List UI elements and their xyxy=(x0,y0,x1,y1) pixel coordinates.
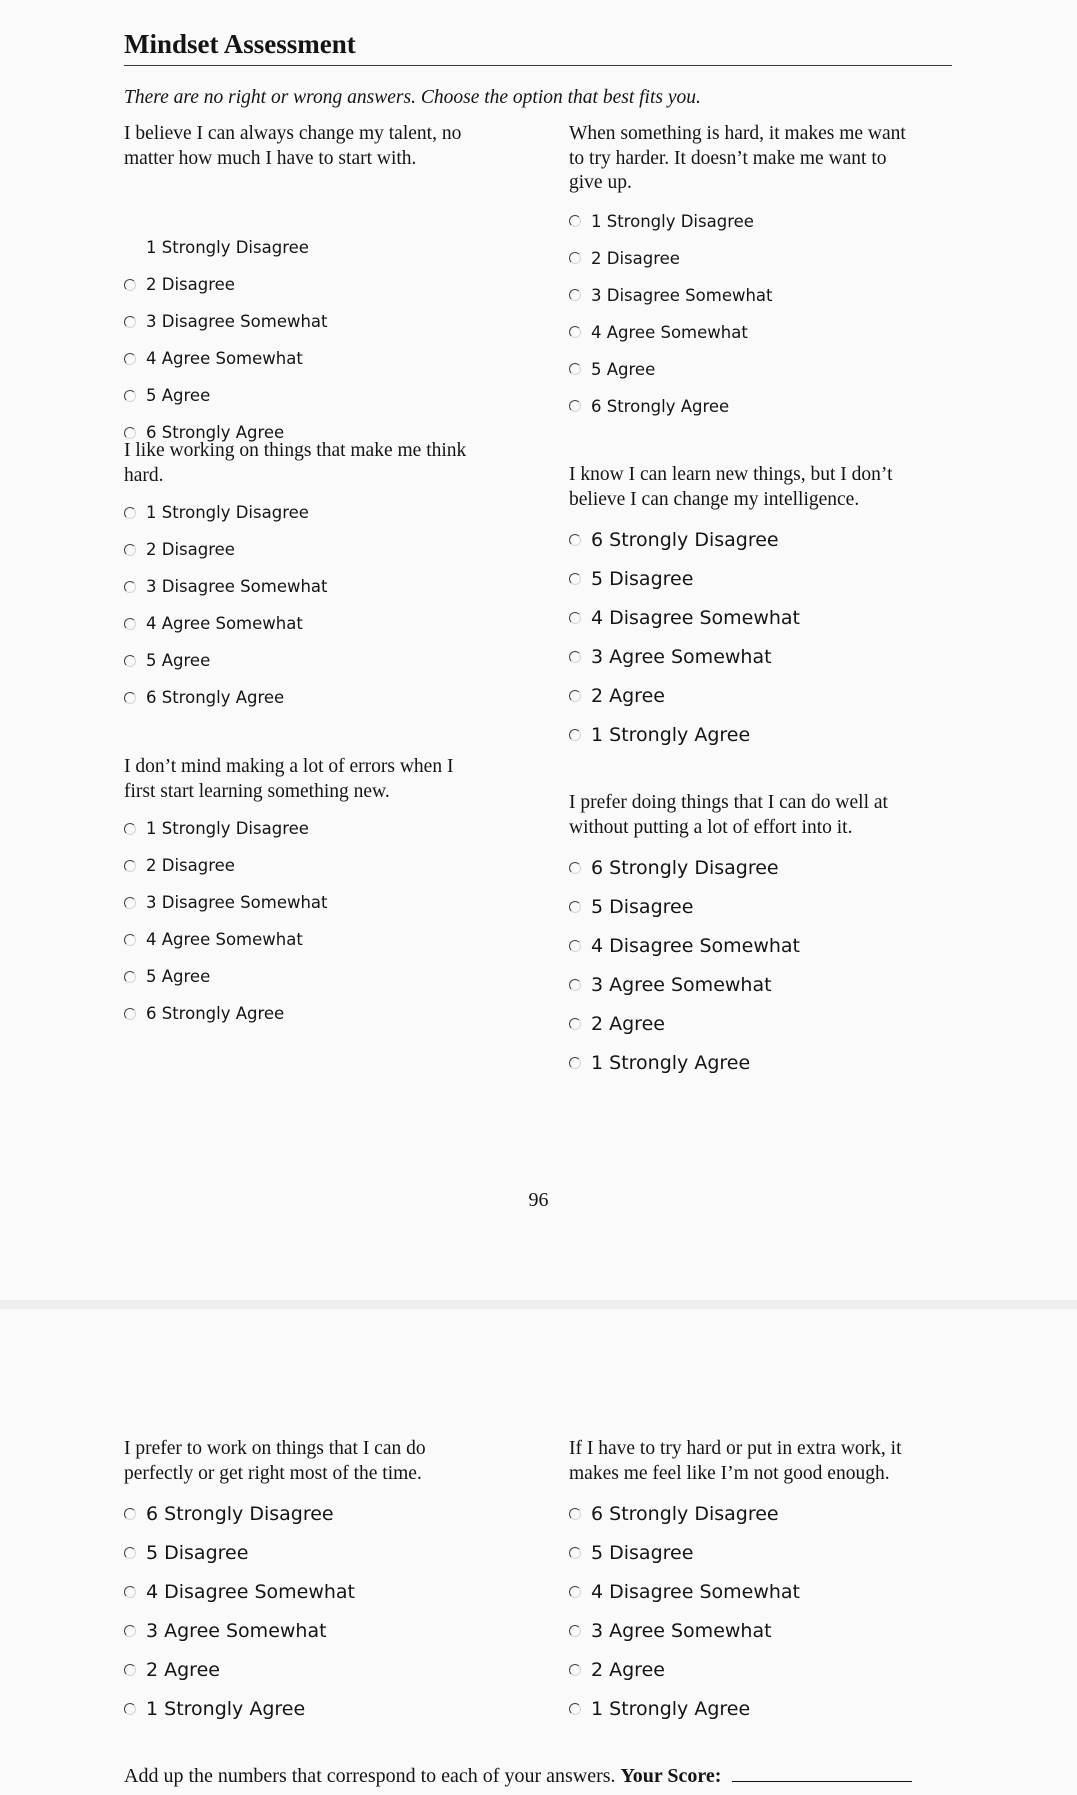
radio-label: 4 Disagree Somewhat xyxy=(591,935,801,957)
radio-option[interactable] xyxy=(124,1542,248,1564)
question-prompt xyxy=(569,1437,969,1486)
question-prompt xyxy=(124,1437,524,1486)
radio-label: 6 Strongly Disagree xyxy=(591,857,779,879)
radio-option[interactable] xyxy=(569,1698,750,1720)
radio-label: 6 Strongly Disagree xyxy=(591,529,779,551)
radio-option[interactable] xyxy=(124,349,303,368)
radio-option[interactable] xyxy=(569,1052,750,1074)
radio-icon xyxy=(124,427,136,439)
radio-label: 2 Disagree xyxy=(591,248,680,268)
prompt-line: without putting a lot of effort into it. xyxy=(569,816,853,838)
radio-icon xyxy=(124,1586,136,1598)
radio-label: 3 Agree Somewhat xyxy=(591,646,772,668)
radio-option[interactable] xyxy=(124,1659,220,1681)
radio-option[interactable] xyxy=(124,967,210,986)
radio-label: 5 Agree xyxy=(591,359,656,379)
radio-icon xyxy=(124,279,136,291)
radio-icon xyxy=(124,390,136,402)
question-prompt xyxy=(569,122,969,196)
radio-label: 3 Agree Somewhat xyxy=(591,1620,772,1642)
radio-option[interactable] xyxy=(124,688,284,707)
radio-label: 4 Agree Somewhat xyxy=(146,349,303,368)
radio-label: 4 Agree Somewhat xyxy=(591,322,748,342)
radio-label: 1 Strongly Agree xyxy=(591,724,751,746)
radio-label: 3 Agree Somewhat xyxy=(591,974,772,996)
radio-label: 1 Strongly Disagree xyxy=(146,238,309,257)
radio-icon xyxy=(569,1586,581,1598)
radio-icon xyxy=(124,581,136,593)
radio-option[interactable] xyxy=(569,896,693,918)
radio-option[interactable] xyxy=(124,856,235,875)
radio-option[interactable] xyxy=(569,935,800,957)
radio-icon xyxy=(569,1703,581,1715)
radio-icon xyxy=(569,400,581,412)
radio-icon xyxy=(569,534,581,546)
radio-icon xyxy=(569,1057,581,1069)
radio-label: 6 Strongly Disagree xyxy=(146,1503,334,1525)
radio-option[interactable] xyxy=(569,1620,772,1642)
question-1 xyxy=(124,122,524,442)
radio-label: 1 Strongly Agree xyxy=(146,1698,306,1720)
radio-option[interactable] xyxy=(124,1503,334,1525)
radio-label: 4 Disagree Somewhat xyxy=(591,1581,801,1603)
radio-label: 1 Strongly Disagree xyxy=(146,819,309,838)
radio-icon xyxy=(569,612,581,624)
prompt-line: When something is hard, it makes me want xyxy=(569,123,906,144)
radio-label: 2 Disagree xyxy=(146,856,235,875)
prompt-line: I prefer to work on things that I can do xyxy=(124,1438,426,1459)
page-title: Mindset Assessment xyxy=(124,29,356,59)
radio-label: 2 Agree xyxy=(146,1659,220,1681)
radio-label: 5 Agree xyxy=(146,386,211,405)
radio-label: 6 Strongly Disagree xyxy=(591,1503,779,1525)
radio-icon xyxy=(569,252,581,264)
radio-icon xyxy=(569,901,581,913)
radio-icon xyxy=(569,326,581,338)
radio-option[interactable] xyxy=(569,1503,779,1525)
radio-label: 5 Disagree xyxy=(591,1542,694,1564)
radio-option[interactable] xyxy=(124,238,309,257)
radio-icon xyxy=(124,692,136,704)
title-underline xyxy=(124,65,952,66)
question-prompt xyxy=(124,755,524,804)
radio-label: 5 Agree xyxy=(146,967,211,986)
radio-icon xyxy=(124,1008,136,1020)
radio-option[interactable] xyxy=(124,1698,305,1720)
radio-label: 2 Agree xyxy=(591,685,665,707)
radio-option[interactable] xyxy=(124,386,210,405)
radio-label: 2 Disagree xyxy=(146,275,235,294)
radio-label: 2 Agree xyxy=(591,1659,665,1681)
radio-icon xyxy=(569,729,581,741)
prompt-line: believe I can change my intelligence. xyxy=(569,488,860,510)
radio-option[interactable] xyxy=(569,360,655,379)
question-prompt xyxy=(569,463,969,512)
radio-option[interactable] xyxy=(569,1659,665,1681)
radio-icon xyxy=(124,1625,136,1637)
radio-option[interactable] xyxy=(569,857,779,879)
radio-label: 1 Strongly Agree xyxy=(591,1052,751,1074)
radio-label: 4 Disagree Somewhat xyxy=(146,1581,356,1603)
instructions: There are no right or wrong answers. Choose the option that best fits you. xyxy=(124,87,701,108)
question-prompt xyxy=(569,791,969,840)
radio-icon xyxy=(569,862,581,874)
radio-icon xyxy=(569,363,581,375)
radio-option[interactable] xyxy=(569,568,693,590)
radio-icon xyxy=(569,1664,581,1676)
radio-option[interactable] xyxy=(569,724,750,746)
radio-label: 3 Disagree Somewhat xyxy=(146,312,328,331)
radio-option[interactable] xyxy=(124,1620,327,1642)
question-5 xyxy=(124,755,524,1023)
radio-option[interactable] xyxy=(124,819,309,838)
radio-icon xyxy=(124,823,136,835)
prompt-line: perfectly or get right most of the time. xyxy=(124,1462,422,1484)
radio-icon xyxy=(569,1547,581,1559)
radio-option[interactable] xyxy=(124,930,303,949)
radio-option[interactable] xyxy=(569,286,773,305)
question-6 xyxy=(569,791,969,1074)
radio-label: 4 Agree Somewhat xyxy=(146,614,303,633)
page-number: 96 xyxy=(528,1189,549,1211)
page-divider xyxy=(0,1300,1077,1309)
radio-option[interactable] xyxy=(124,540,235,559)
question-prompt xyxy=(124,439,524,488)
question-7 xyxy=(124,1437,524,1720)
radio-icon xyxy=(124,860,136,872)
footer-text: Add up the numbers that correspond to each of your answers. xyxy=(124,1765,616,1787)
radio-label: 5 Disagree xyxy=(591,568,694,590)
radio-icon xyxy=(124,316,136,328)
radio-label: 5 Disagree xyxy=(146,1542,249,1564)
radio-label: 3 Agree Somewhat xyxy=(146,1620,327,1642)
prompt-line: I know I can learn new things, but I don’t xyxy=(569,464,893,485)
radio-option[interactable] xyxy=(569,607,800,629)
radio-option[interactable] xyxy=(569,646,772,668)
radio-option[interactable] xyxy=(124,503,309,522)
score-label: Your Score: xyxy=(620,1765,722,1787)
radio-icon xyxy=(569,690,581,702)
radio-option[interactable] xyxy=(124,275,235,294)
radio-label: 5 Agree xyxy=(146,651,211,670)
prompt-line: I believe I can always change my talent, no xyxy=(124,123,462,144)
radio-option[interactable] xyxy=(569,974,772,996)
radio-icon xyxy=(569,1018,581,1030)
radio-option[interactable] xyxy=(569,212,754,231)
radio-option[interactable] xyxy=(124,312,328,331)
radio-icon xyxy=(124,618,136,630)
radio-icon xyxy=(124,544,136,556)
radio-icon xyxy=(569,1625,581,1637)
radio-icon xyxy=(569,1508,581,1520)
radio-option[interactable] xyxy=(124,614,303,633)
radio-icon xyxy=(124,1508,136,1520)
radio-option[interactable] xyxy=(569,1542,693,1564)
radio-option[interactable] xyxy=(569,529,779,551)
radio-icon xyxy=(569,215,581,227)
radio-icon xyxy=(124,934,136,946)
radio-option[interactable] xyxy=(569,685,665,707)
question-prompt xyxy=(124,122,524,171)
radio-label: 2 Agree xyxy=(591,1013,665,1035)
radio-label: 1 Strongly Disagree xyxy=(591,211,754,231)
question-3 xyxy=(124,439,524,707)
prompt-line: I don’t mind making a lot of errors when I xyxy=(124,756,454,777)
radio-label: 5 Disagree xyxy=(591,896,694,918)
radio-option[interactable] xyxy=(569,397,729,416)
radio-icon xyxy=(569,940,581,952)
radio-label: 3 Disagree Somewhat xyxy=(146,577,328,596)
question-2 xyxy=(569,122,969,416)
radio-icon xyxy=(124,655,136,667)
radio-label: 3 Disagree Somewhat xyxy=(146,893,328,912)
radio-option[interactable] xyxy=(124,893,328,912)
radio-label: 1 Strongly Agree xyxy=(591,1698,751,1720)
score-footer xyxy=(124,1763,912,1788)
prompt-line: I like working on things that make me think xyxy=(124,440,467,461)
prompt-line: makes me feel like I’m not good enough. xyxy=(569,1462,890,1484)
prompt-line: hard. xyxy=(124,464,164,486)
score-blank-line[interactable] xyxy=(732,1763,912,1782)
radio-icon xyxy=(569,979,581,991)
radio-option[interactable] xyxy=(569,323,748,342)
prompt-line: to try harder. It doesn’t make me want to xyxy=(569,147,887,169)
radio-option[interactable] xyxy=(569,1013,665,1035)
radio-icon xyxy=(124,353,136,365)
radio-label: 1 Strongly Disagree xyxy=(146,503,309,522)
prompt-line: first start learning something new. xyxy=(124,780,390,802)
radio-label: 6 Strongly Agree xyxy=(146,1004,285,1023)
radio-option[interactable] xyxy=(124,651,210,670)
prompt-line: I prefer doing things that I can do well at xyxy=(569,792,888,813)
radio-icon xyxy=(124,1703,136,1715)
radio-option[interactable] xyxy=(124,577,328,596)
radio-label: 4 Disagree Somewhat xyxy=(591,607,801,629)
radio-label: 6 Strongly Agree xyxy=(591,396,730,416)
question-4 xyxy=(569,463,969,746)
radio-label: 3 Disagree Somewhat xyxy=(591,285,773,305)
radio-option[interactable] xyxy=(569,249,680,268)
radio-option[interactable] xyxy=(124,1581,355,1603)
radio-icon xyxy=(569,573,581,585)
radio-icon xyxy=(124,971,136,983)
radio-label: 4 Agree Somewhat xyxy=(146,930,303,949)
radio-icon xyxy=(124,1547,136,1559)
radio-icon xyxy=(124,1664,136,1676)
radio-label: 6 Strongly Agree xyxy=(146,688,285,707)
radio-option[interactable] xyxy=(569,1581,800,1603)
radio-icon xyxy=(124,507,136,519)
question-8 xyxy=(569,1437,969,1720)
radio-icon xyxy=(124,897,136,909)
radio-option[interactable] xyxy=(124,1004,284,1023)
prompt-line: give up. xyxy=(569,172,632,193)
radio-icon xyxy=(569,289,581,301)
prompt-line: matter how much I have to start with. xyxy=(124,147,417,169)
radio-label: 2 Disagree xyxy=(146,540,235,559)
prompt-line: If I have to try hard or put in extra work, it xyxy=(569,1438,902,1459)
radio-label: 6 Strongly Agree xyxy=(146,423,285,442)
radio-icon xyxy=(569,651,581,663)
